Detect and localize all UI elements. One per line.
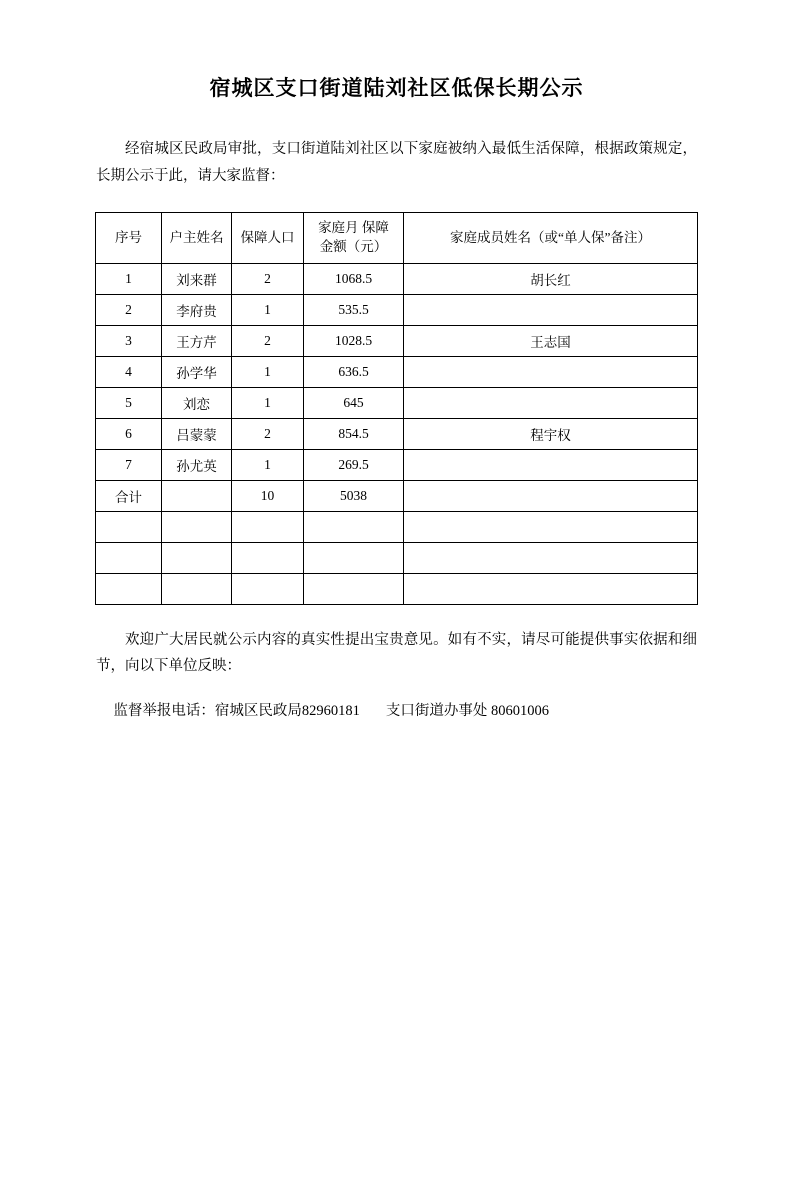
cell-seq: 3 — [96, 325, 162, 356]
cell-members — [404, 356, 698, 387]
table-header — [96, 212, 698, 263]
cell-amount: 1068.5 — [304, 263, 404, 294]
cell-total-amount: 5038 — [304, 480, 404, 511]
intro-paragraph: 经宿城区民政局审批，支口街道陆刘社区以下家庭被纳入最低生活保障，根据政策规定，长期公示于此，请大家监督： — [96, 141, 697, 184]
cell-seq: 1 — [96, 263, 162, 294]
table-header-row — [96, 212, 698, 263]
column-header-members: 家庭成员姓名（或“单人保”备注） — [404, 212, 698, 263]
cell-amount: 636.5 — [304, 356, 404, 387]
cell-empty — [304, 542, 404, 573]
table-row — [96, 325, 698, 356]
table-empty-row — [96, 573, 698, 604]
cell-householder: 刘恋 — [162, 387, 232, 418]
table-row — [96, 387, 698, 418]
cell-empty — [232, 542, 304, 573]
cell-people: 1 — [232, 294, 304, 325]
cell-seq: 6 — [96, 418, 162, 449]
cell-people: 2 — [232, 263, 304, 294]
cell-householder: 李府贵 — [162, 294, 232, 325]
cell-empty — [304, 573, 404, 604]
cell-householder: 王方芹 — [162, 325, 232, 356]
table-total-row — [96, 480, 698, 511]
column-header-amount-line1: 家庭月 保障 — [318, 220, 389, 236]
column-header-amount — [304, 212, 404, 263]
column-header-householder: 户主姓名 — [162, 212, 232, 263]
contact-label: 监督举报电话： — [113, 703, 215, 720]
cell-total-members — [404, 480, 698, 511]
cell-empty — [96, 573, 162, 604]
cell-empty — [162, 573, 232, 604]
column-header-amount-line2: 金额（元） — [319, 238, 388, 254]
cell-householder: 刘来群 — [162, 263, 232, 294]
cell-people: 2 — [232, 325, 304, 356]
cell-amount: 854.5 — [304, 418, 404, 449]
cell-amount: 645 — [304, 387, 404, 418]
cell-seq: 5 — [96, 387, 162, 418]
cell-amount: 1028.5 — [304, 325, 404, 356]
cell-total-householder — [162, 480, 232, 511]
cell-total-people: 10 — [232, 480, 304, 511]
cell-empty — [96, 511, 162, 542]
cell-members — [404, 294, 698, 325]
cell-people: 1 — [232, 387, 304, 418]
cell-empty — [304, 511, 404, 542]
cell-people: 1 — [232, 449, 304, 480]
cell-seq: 4 — [96, 356, 162, 387]
cell-householder: 孙尤英 — [162, 449, 232, 480]
cell-members — [404, 387, 698, 418]
table-body — [96, 263, 698, 604]
cell-householder: 孙学华 — [162, 356, 232, 387]
cell-members: 程宇权 — [404, 418, 698, 449]
cell-amount: 269.5 — [304, 449, 404, 480]
cell-members — [404, 449, 698, 480]
contact-item-street-office: 支口街道办事处 80601006 — [385, 703, 550, 720]
table-row — [96, 263, 698, 294]
outro-paragraph: 欢迎广大居民就公示内容的真实性提出宝贵意见。如有不实，请尽可能提供事实依据和细节，向以下单位反映： — [96, 631, 697, 675]
column-header-seq: 序号 — [96, 212, 162, 263]
cell-members: 胡长红 — [404, 263, 698, 294]
table-empty-row — [96, 511, 698, 542]
table-row — [96, 294, 698, 325]
beneficiary-table — [95, 212, 698, 605]
cell-amount: 535.5 — [304, 294, 404, 325]
cell-empty — [404, 573, 698, 604]
cell-empty — [404, 542, 698, 573]
cell-empty — [232, 573, 304, 604]
cell-empty — [162, 542, 232, 573]
table-empty-row — [96, 542, 698, 573]
page-title: 宿城区支口街道陆刘社区低保长期公示 — [209, 77, 584, 100]
cell-empty — [96, 542, 162, 573]
cell-people: 2 — [232, 418, 304, 449]
contact-item-civil-affairs: 宿城区民政局82960181 — [214, 703, 360, 720]
cell-empty — [404, 511, 698, 542]
table-row — [96, 356, 698, 387]
document-page — [0, 72, 793, 1194]
cell-people: 1 — [232, 356, 304, 387]
column-header-people: 保障人口 — [232, 212, 304, 263]
contact-line — [96, 698, 697, 725]
cell-total-label: 合计 — [96, 480, 162, 511]
cell-empty — [162, 511, 232, 542]
cell-householder: 吕蒙蒙 — [162, 418, 232, 449]
cell-empty — [232, 511, 304, 542]
table-row — [96, 418, 698, 449]
cell-seq: 7 — [96, 449, 162, 480]
cell-seq: 2 — [96, 294, 162, 325]
table-row — [96, 449, 698, 480]
cell-members: 王志国 — [404, 325, 698, 356]
